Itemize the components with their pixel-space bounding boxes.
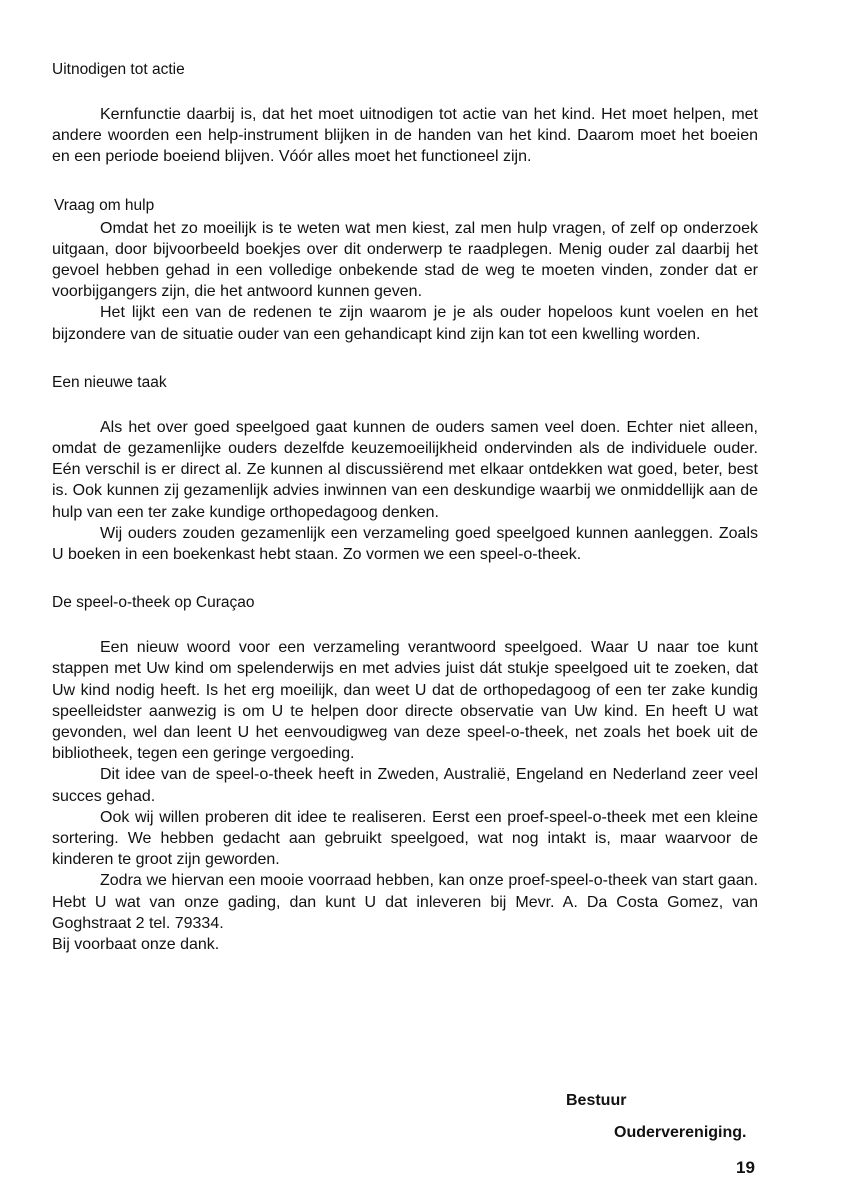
section-vraag-om-hulp: [52, 194, 758, 345]
section-heading: Vraag om hulp: [54, 196, 155, 214]
paragraph: Een nieuw woord voor een verzameling verantwoord speelgoed. Waar U naar toe kunt stappen met Uw kind om spelenderwijs en met advies juist dát stukje speelgoed uit te zoeken, dat Uw kind nodig heeft. Is het erg moeilijk, dan weet U dat de orthopedagoog of een ter zake kundig speelleidster aanwezig is om U te helpen door directe observatie van Uw kind. En heeft U wat gevonden, wel dan leent U het eenvoudigweg van deze speel-o-theek, net zoals het boek uit de bibliotheek, tegen een geringe vergoeding.: [52, 639, 758, 763]
section-heading: De speel-o-theek op Curaçao: [52, 594, 255, 612]
section-heading: Uitnodigen tot actie: [52, 61, 185, 78]
paragraph: Als het over goed speelgoed gaat kunnen de ouders samen veel doen. Echter niet alleen, omdat de gezamenlijke ouders dezelfde keuzemoeilijkheid ondervinden als de individuele ouder. Eén verschil is er direct al. Ze kunnen al discussiërend met elkaar ontdekken wat goed, beter, best is. Ook kunnen zij gezamenlijk advies inwinnen van een deskundige waarbij we onmiddellijk aan de hulp van een ter zake kundige orthopedagoog denken.: [52, 418, 758, 521]
paragraph: Wij ouders zouden gezamenlijk een verzameling goed speelgoed kunnen aanleggen. Zoals U boeken in een boekenkast hebt staan. Zo vormen we een speel-o-theek.: [52, 524, 758, 564]
section-heading: Een nieuwe taak: [52, 373, 167, 391]
paragraph: Dit idee van de speel-o-theek heeft in Zweden, Australië, Engeland en Nederland zeer veel succes gehad.: [52, 766, 758, 805]
paragraph: Zodra we hiervan een mooie voorraad hebben, kan onze proef-speel-o-theek van start gaan. Hebt U wat van onze gading, dan kunt U dat inleveren bij Mevr. A. Da Costa Gomez, van Goghstraat 2 tel. 79334.: [52, 872, 758, 932]
signature-board: Bestuur: [566, 1092, 627, 1109]
paragraph: Omdat het zo moeilijk is te weten wat men kiest, zal men hulp vragen, of zelf op onderzoek uitgaan, door bijvoorbeeld boekjes over dit onderwerp te raadplegen. Menig ouder zal daarbij het gevoel hebben gehad in een volledige onbekende stad de weg te moeten vinden, zonder dat er voorbijgangers zijn, die het antwoord kunnen geven.: [52, 219, 758, 301]
paragraph: Het lijkt een van de redenen te zijn waarom je je als ouder hopeloos kunt voelen en het bijzondere van de situatie ouder van een gehandicapt kind zijn kan tot een kwelling worden.: [52, 304, 758, 343]
paragraph: Kernfunctie daarbij is, dat het moet uitnodigen tot actie van het kind. Het moet helpen, met andere woorden een help-instrument blijken in de handen van het kind. Daarom moet het boeien en een periode boeiend blijven. Vóór alles moet het functioneel zijn.: [52, 106, 758, 166]
signature-association: Oudervereniging.: [614, 1124, 747, 1141]
section-nieuwe-taak: [52, 371, 758, 565]
document-body: [52, 58, 758, 981]
section-speel-o-theek: [52, 591, 758, 955]
section-uitnodigen: [52, 58, 758, 168]
closing-line: Bij voorbaat onze dank.: [52, 936, 220, 954]
page-number: 19: [736, 1158, 755, 1177]
paragraph: Ook wij willen proberen dit idee te realiseren. Eerst een proef-speel-o-theek met een kleine sortering. We hebben gedacht aan gebruikt speelgoed, wat nog intakt is, maar waarvoor de kinderen te groot zijn geworden.: [52, 808, 758, 869]
